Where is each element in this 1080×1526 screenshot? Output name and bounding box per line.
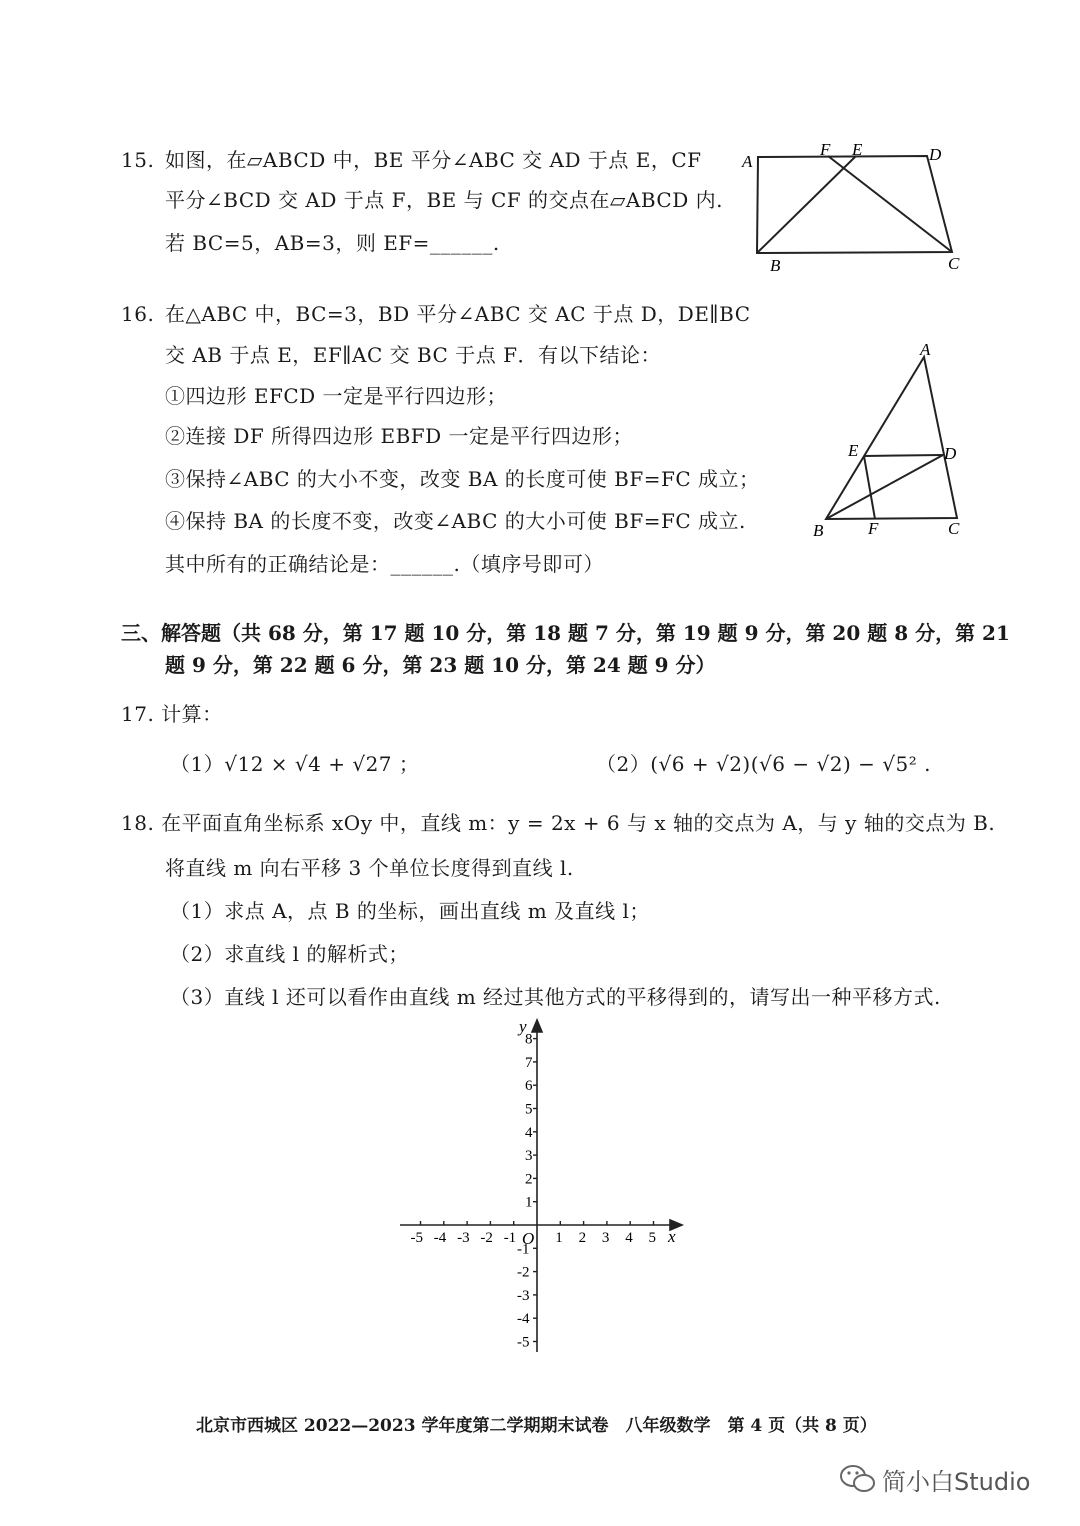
q17-title: 17. 计算：	[121, 702, 223, 726]
q16-line1: 在△ABC 中，BC=3，BD 平分∠ABC 交 AC 于点 D，DE∥BC	[165, 302, 751, 326]
q17-part1: （1）√12 × √4 + √27 ；	[170, 752, 420, 776]
q15-line1: 如图，在▱ABCD 中，BE 平分∠ABC 交 AD 于点 E，CF	[165, 148, 702, 172]
segment-be	[757, 156, 856, 253]
y-tick-label: 7	[525, 1054, 533, 1071]
y-tick-label: 4	[525, 1124, 533, 1141]
y-tick-label: 3	[525, 1148, 533, 1165]
label-d: D	[929, 145, 942, 164]
page-footer: 北京市西城区 2022—2023 学年度第二学期期末试卷 八年级数学 第 4 页（共 8 页）	[196, 1416, 877, 1436]
q18-sub2: （2）求直线 l 的解析式；	[170, 942, 409, 966]
q16-ask: 其中所有的正确结论是：______.（填序号即可）	[165, 552, 604, 576]
segment-ef	[864, 456, 875, 519]
label-d: D	[944, 444, 957, 463]
segment-cf	[828, 156, 952, 252]
label-a: A	[920, 340, 931, 359]
label-c: C	[948, 254, 960, 273]
q15-number: 15.	[121, 148, 155, 172]
label-f: F	[868, 519, 879, 538]
x-tick-label: 5	[648, 1230, 656, 1246]
label-f: F	[820, 140, 831, 159]
y-tick-label: 2	[525, 1171, 533, 1188]
section3-heading-line1: 三、解答题（共 68 分，第 17 题 10 分，第 18 题 7 分，第 19 题 9 分，第 20 题 8 分，第 21	[121, 621, 1010, 645]
y-tick-label: -1	[517, 1241, 530, 1258]
q16-triangle-figure	[805, 335, 975, 545]
q16-conclusion-3: ③保持∠ABC 的大小不变，改变 BA 的长度可使 BF=FC 成立；	[165, 467, 760, 491]
label-e: E	[852, 140, 863, 159]
y-tick-label: -4	[517, 1311, 530, 1328]
origin-label: O	[522, 1229, 535, 1248]
x-tick-label: -5	[410, 1230, 423, 1246]
q18-sub1: （1）求点 A，点 B 的坐标，画出直线 m 及直线 l；	[170, 899, 650, 923]
y-axis-arrow-icon	[532, 1020, 542, 1032]
x-tick-label: 1	[555, 1230, 563, 1246]
y-tick-label: -2	[517, 1264, 530, 1281]
parallelogram-abcd	[757, 156, 952, 253]
label-e: E	[848, 441, 859, 460]
y-tick-label: 8	[525, 1031, 533, 1048]
q18-line2: 将直线 m 向右平移 3 个单位长度得到直线 l.	[165, 856, 574, 880]
x-tick-label: 3	[601, 1230, 610, 1246]
segment-de	[864, 455, 943, 456]
y-tick-label: 5	[525, 1101, 533, 1118]
q16-conclusion-1: ①四边形 EFCD 一定是平行四边形；	[165, 384, 508, 408]
q16-number: 16.	[121, 302, 155, 326]
x-axis-label: x	[668, 1227, 676, 1246]
x-tick-label: -2	[480, 1230, 493, 1246]
y-tick-label: -5	[517, 1334, 530, 1351]
section3-heading-line2: 题 9 分，第 22 题 6 分，第 23 题 10 分，第 24 题 9 分）	[165, 653, 716, 677]
segment-bd	[826, 455, 943, 519]
q18-sub3: （3）直线 l 还可以看作由直线 m 经过其他方式的平移得到的，请写出一种平移方式.	[170, 985, 941, 1009]
y-axis-label: y	[519, 1017, 527, 1036]
q16-conclusion-4: ④保持 BA 的长度不变，改变∠ABC 的大小可使 BF=FC 成立.	[165, 509, 746, 533]
y-tick-label: -3	[517, 1287, 530, 1304]
triangle-abc	[826, 357, 957, 519]
x-tick-label: 4	[625, 1230, 633, 1246]
q16-conclusion-2: ②连接 DF 所得四边形 EBFD 一定是平行四边形；	[165, 424, 634, 448]
label-a: A	[742, 152, 753, 171]
label-b: B	[770, 256, 781, 275]
x-tick-label: -4	[433, 1230, 447, 1246]
q15-line3: 若 BC=5，AB=3，则 EF=______.	[165, 231, 500, 255]
x-tick-label: 2	[578, 1230, 587, 1246]
x-tick-label: -3	[457, 1230, 470, 1246]
label-c: C	[948, 519, 960, 538]
coordinate-axes	[390, 1012, 700, 1362]
q15-line2: 平分∠BCD 交 AD 于点 F，BE 与 CF 的交点在▱ABCD 内.	[165, 188, 723, 212]
label-b: B	[813, 521, 824, 540]
y-tick-label: 6	[525, 1078, 533, 1095]
q18-line1: 18. 在平面直角坐标系 xOy 中，直线 m：y = 2x + 6 与 x 轴的交点为 A，与 y 轴的交点为 B.	[121, 811, 996, 835]
x-tick-label: -1	[503, 1230, 517, 1246]
wechat-icon	[838, 1462, 878, 1496]
q15-parallelogram-figure	[730, 135, 980, 280]
y-tick-label: 1	[525, 1194, 533, 1211]
watermark-text: 简小白Studio	[882, 1468, 1031, 1496]
q16-line2: 交 AB 于点 E，EF∥AC 交 BC 于点 F．有以下结论：	[165, 343, 661, 367]
watermark	[838, 1460, 1048, 1500]
q17-part2: （2）(√6 + √2)(√6 − √2) − √5² .	[596, 752, 931, 776]
